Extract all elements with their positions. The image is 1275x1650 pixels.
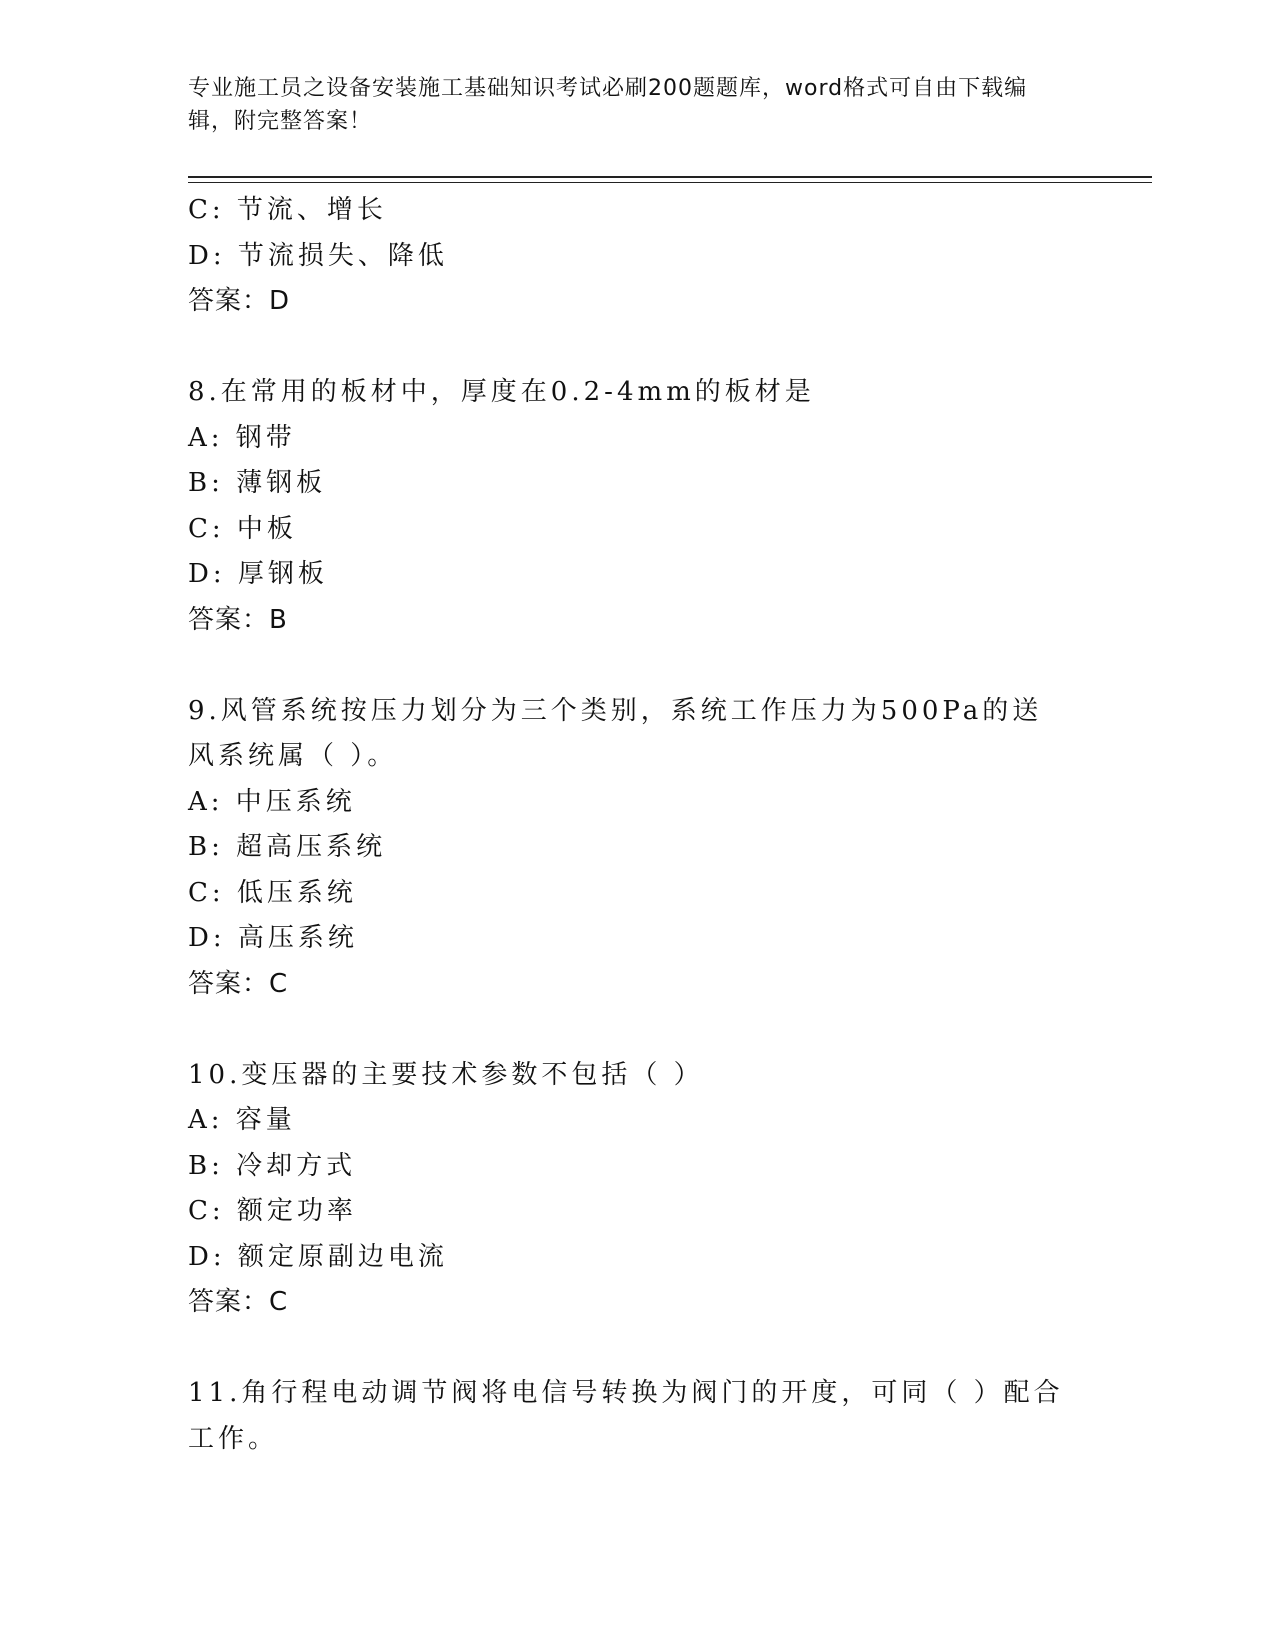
option-a: A: 钢带 bbox=[188, 422, 296, 453]
option-c: C: 节流、增长 bbox=[188, 195, 387, 225]
option-a: A: 中压系统 bbox=[188, 786, 356, 817]
option-d: D: 额定原副边电流 bbox=[188, 1241, 448, 1272]
option-c: C: 额定功率 bbox=[188, 1196, 357, 1226]
option-d: D: 厚钢板 bbox=[188, 559, 328, 589]
option-c: C: 中板 bbox=[188, 513, 297, 544]
option-d: D: 节流损失、降低 bbox=[188, 240, 448, 271]
question-8-text: 8.在常用的板材中，厚度在0.2-4mm的板材是 bbox=[188, 377, 815, 407]
spacer bbox=[188, 1326, 1068, 1372]
answer-line: 答案：B bbox=[188, 604, 288, 635]
question-9-text: 9.风管系统按压力划分为三个类别，系统工作压力为500Pa的送风系统属（ ）。 bbox=[188, 695, 1043, 771]
option-b: B: 冷却方式 bbox=[188, 1150, 357, 1181]
option-c: C: 低压系统 bbox=[188, 877, 357, 908]
option-d: D: 高压系统 bbox=[188, 923, 358, 953]
question-11-text: 11.角行程电动调节阀将电信号转换为阀门的开度，可同（ ）配合工作。 bbox=[188, 1378, 1064, 1454]
header-divider-thin bbox=[188, 182, 1152, 183]
answer-line: 答案：C bbox=[188, 968, 289, 999]
answer-line: 答案：D bbox=[188, 286, 291, 316]
option-b: B: 超高压系统 bbox=[188, 832, 387, 862]
answer-line: 答案：C bbox=[188, 1287, 289, 1317]
page-header: 专业施工员之设备安装施工基础知识考试必刷200题题库，word格式可自由下载编辑，附完整答案！ bbox=[188, 76, 1028, 134]
spacer bbox=[188, 325, 1068, 371]
document-body bbox=[188, 188, 1068, 1462]
header-divider-thick bbox=[188, 176, 1152, 178]
spacer bbox=[188, 1007, 1068, 1053]
option-b: B: 薄钢板 bbox=[188, 468, 327, 498]
question-10-text: 10.变压器的主要技术参数不包括（ ） bbox=[188, 1059, 704, 1090]
spacer bbox=[188, 643, 1068, 689]
option-a: A: 容量 bbox=[188, 1105, 296, 1135]
